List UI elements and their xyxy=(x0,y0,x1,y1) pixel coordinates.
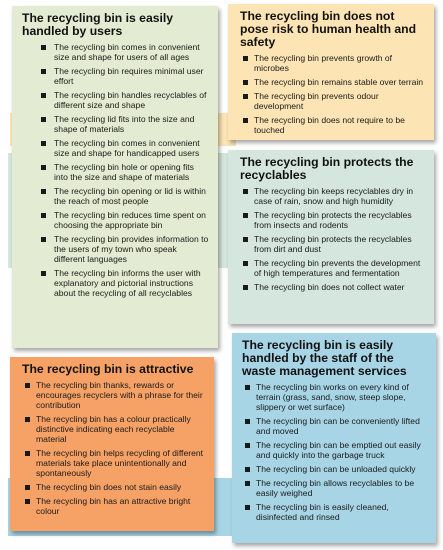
card-list xyxy=(240,186,426,292)
square-bullet-icon xyxy=(245,467,250,472)
list-item-text: The recycling bin is easily cleaned, disinfected and rinsed xyxy=(256,502,389,522)
square-bullet-icon xyxy=(245,481,250,486)
card-list xyxy=(242,382,428,522)
list-item xyxy=(22,380,206,410)
square-bullet-icon xyxy=(25,383,30,388)
card-list xyxy=(240,53,426,135)
square-bullet-icon xyxy=(41,45,46,50)
square-bullet-icon xyxy=(245,443,250,448)
square-bullet-icon xyxy=(243,261,248,266)
square-bullet-icon xyxy=(41,93,46,98)
list-item-text: The recycling bin can be conveniently lifted and moved xyxy=(256,416,420,436)
list-item xyxy=(240,282,426,292)
list-item-text: The recycling bin comes in convenient size and shape for users of all ages xyxy=(54,42,200,62)
list-item xyxy=(240,258,426,278)
list-item xyxy=(240,77,426,87)
list-item xyxy=(240,115,426,135)
list-item xyxy=(34,138,210,158)
card-title: The recycling bin is attractive xyxy=(22,362,194,376)
square-bullet-icon xyxy=(41,271,46,276)
list-item-text: The recycling bin prevents the development of high temperatures and fermentation xyxy=(254,258,421,278)
list-item xyxy=(22,496,206,516)
square-bullet-icon xyxy=(243,56,248,61)
square-bullet-icon xyxy=(25,451,30,456)
list-item xyxy=(242,464,428,474)
list-item-text: The recycling bin informs the user with explanatory and pictorial instructions about the recycling of all recyclables xyxy=(54,268,201,298)
list-item xyxy=(242,478,428,498)
card-title: The recycling bin is easily handled by users xyxy=(22,11,174,38)
square-bullet-icon xyxy=(243,213,248,218)
list-item xyxy=(242,440,428,460)
card-list xyxy=(22,380,206,516)
card-protects-recyclables xyxy=(228,150,434,324)
card-handled-by-staff xyxy=(232,333,436,543)
list-item xyxy=(34,66,210,86)
list-item xyxy=(240,53,426,73)
list-item-text: The recycling bin prevents growth of microbes xyxy=(254,53,393,73)
list-item xyxy=(34,268,210,298)
square-bullet-icon xyxy=(245,419,250,424)
list-item-text: The recycling bin can be unloaded quickly xyxy=(256,464,416,474)
card-title: The recycling bin is easily handled by the staff of the waste management services xyxy=(242,338,407,378)
card-no-health-risk xyxy=(228,4,434,140)
square-bullet-icon xyxy=(243,118,248,123)
list-item xyxy=(34,114,210,134)
list-item xyxy=(22,414,206,444)
list-item-text: The recycling bin has a colour practically distinctive indicating each recyclable material xyxy=(36,414,191,444)
list-item xyxy=(34,210,210,230)
list-item xyxy=(34,162,210,182)
square-bullet-icon xyxy=(245,505,250,510)
square-bullet-icon xyxy=(25,485,30,490)
square-bullet-icon xyxy=(41,69,46,74)
list-item-text: The recycling bin opening or lid is within the reach of most people xyxy=(54,186,206,206)
list-item-text: The recycling bin helps recycling of different materials take place unintentionally and spontaneously xyxy=(36,448,204,478)
square-bullet-icon xyxy=(41,117,46,122)
list-item xyxy=(34,186,210,206)
list-item xyxy=(240,234,426,254)
list-item-text: The recycling bin keeps recyclables dry in case of rain, snow and high humidity xyxy=(254,186,414,206)
square-bullet-icon xyxy=(243,80,248,85)
square-bullet-icon xyxy=(41,189,46,194)
list-item xyxy=(240,186,426,206)
list-item-text: The recycling bin does not stain easily xyxy=(36,482,182,492)
card-list xyxy=(22,42,210,298)
list-item-text: The recycling bin works on every kind of terrain (grass, sand, snow, steep slope, slippery or wet surface) xyxy=(256,382,409,412)
square-bullet-icon xyxy=(41,237,46,242)
list-item-text: The recycling bin provides information to the users of my town who speak different languages xyxy=(54,234,209,264)
list-item xyxy=(242,416,428,436)
list-item xyxy=(34,42,210,62)
square-bullet-icon xyxy=(243,94,248,99)
card-title: The recycling bin does not pose risk to human health and safety xyxy=(240,9,417,49)
square-bullet-icon xyxy=(25,417,30,422)
list-item-text: The recycling bin can be emptied out easily and quickly into the garbage truck xyxy=(256,440,421,460)
list-item-text: The recycling bin requires minimal user effort xyxy=(54,66,204,86)
list-item-text: The recycling bin reduces time spent on choosing the appropriate bin xyxy=(54,210,206,230)
list-item-text: The recycling bin does not require to be touched xyxy=(254,115,405,135)
list-item-text: The recycling bin protects the recyclables from dirt and dust xyxy=(254,234,412,254)
list-item-text: The recycling bin prevents odour development xyxy=(254,91,379,111)
square-bullet-icon xyxy=(243,237,248,242)
square-bullet-icon xyxy=(245,385,250,390)
card-handled-by-users xyxy=(12,6,218,348)
square-bullet-icon xyxy=(243,189,248,194)
list-item xyxy=(34,90,210,110)
list-item-text: The recycling bin comes in convenient size and shape for handicapped users xyxy=(54,138,200,158)
list-item-text: The recycling bin handles recyclables of different size and shape xyxy=(54,90,207,110)
list-item xyxy=(22,482,206,492)
square-bullet-icon xyxy=(25,499,30,504)
list-item xyxy=(34,234,210,264)
list-item-text: The recycling bin allows recyclables to be easily weighed xyxy=(256,478,415,498)
list-item xyxy=(240,91,426,111)
list-item-text: The recycling lid fits into the size and shape of materials xyxy=(54,114,195,134)
card-title: The recycling bin protects the recyclables xyxy=(240,155,414,182)
list-item xyxy=(240,210,426,230)
card-attractive xyxy=(10,357,214,531)
square-bullet-icon xyxy=(41,141,46,146)
list-item xyxy=(242,382,428,412)
list-item-text: The recycling bin remains stable over terrain xyxy=(254,77,424,87)
square-bullet-icon xyxy=(243,285,248,290)
list-item-text: The recycling bin protects the recyclables from insects and rodents xyxy=(254,210,412,230)
list-item xyxy=(242,502,428,522)
list-item-text: The recycling bin hole or opening fits into the size and shape of materials xyxy=(54,162,194,182)
list-item xyxy=(22,448,206,478)
list-item-text: The recycling bin has an attractive bright colour xyxy=(36,496,191,516)
square-bullet-icon xyxy=(41,165,46,170)
list-item-text: The recycling bin does not collect water xyxy=(254,282,405,292)
list-item-text: The recycling bin thanks, rewards or encourages recyclers with a phrase for their contribution xyxy=(36,380,203,410)
square-bullet-icon xyxy=(41,213,46,218)
